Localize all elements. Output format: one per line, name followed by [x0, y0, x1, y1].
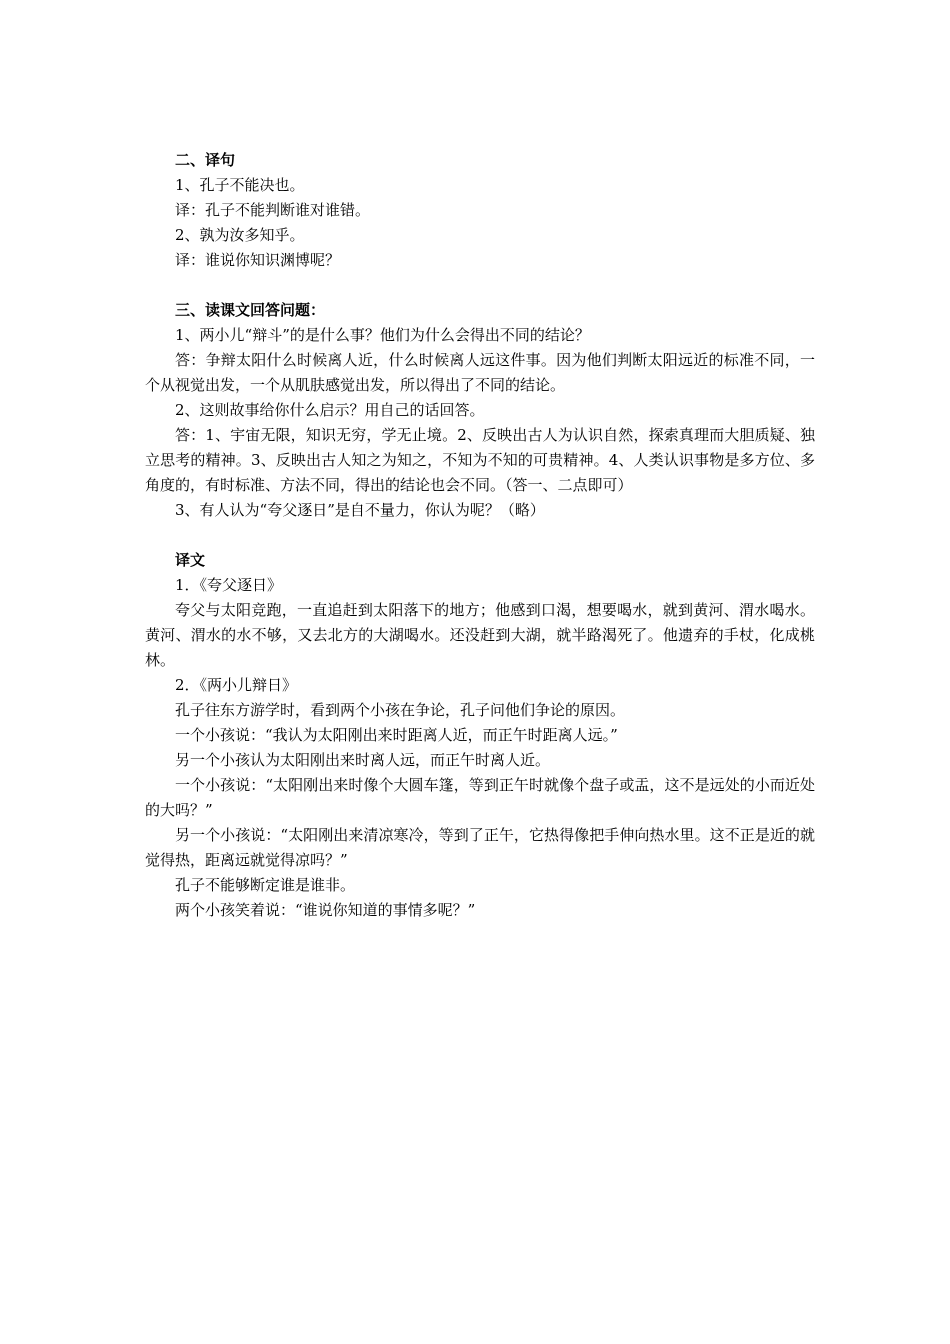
story-1-text: 夸父与太阳竞跑，一直追赶到太阳落下的地方；他感到口渴，想要喝水，就到黄河、渭水喝水。黄河、渭水的水不够，又去北方的大湖喝水。还没赶到大湖，就半路渴死了。他遗弃的手杖，化成桃林。: [145, 601, 815, 669]
spacer: [145, 273, 815, 298]
story-2-paragraph: 另一个小孩说：“太阳刚出来清凉寒冷，等到了正午，它热得像把手伸向热水里。这不正是近的就觉得热，距离远就觉得凉吗？”: [145, 826, 815, 869]
sentence-1-translation: 译：孔子不能判断谁对谁错。: [175, 201, 371, 219]
spacer: [145, 523, 815, 548]
story-1-title: 1．《夸父逐日》: [175, 576, 283, 594]
question-3: 3、有人认为“夸父逐日”是自不量力，你认为呢？（略）: [175, 501, 545, 519]
story-2-title: 2．《两小儿辩日》: [175, 676, 298, 694]
story-2-paragraph: 两个小孩笑着说：“谁说你知道的事情多呢？”: [175, 901, 476, 919]
sentence-1: 1、孔子不能决也。: [175, 176, 305, 194]
document-page: [145, 148, 815, 923]
answer-2: 答：1、宇宙无限，知识无穷，学无止境。2、反映出古人为认识自然，探索真理而大胆质疑、独立思考的精神。3、反映出古人知之为知之，不知为不知的可贵精神。4、人类认识事物是多方位、多角度的，有时标准、方法不同，得出的结论也会不同。（答一、二点即可）: [145, 426, 815, 494]
story-2-paragraph: 一个小孩说：“我认为太阳刚出来时距离人近，而正午时距离人远。”: [175, 726, 618, 744]
story-2-paragraph: 另一个小孩认为太阳刚出来时离人远，而正午时离人近。: [175, 751, 551, 769]
story-2-paragraph: 孔子不能够断定谁是谁非。: [175, 876, 356, 894]
question-1: 1、两小儿“辩斗”的是什么事？他们为什么会得出不同的结论？: [175, 326, 590, 344]
question-2: 2、这则故事给你什么启示？用自己的话回答。: [175, 401, 485, 419]
sentence-2: 2、孰为汝多知乎。: [175, 226, 305, 244]
story-2-paragraph: 孔子往东方游学时，看到两个小孩在争论，孔子问他们争论的原因。: [175, 701, 626, 719]
section-heading-translation: 译文: [175, 551, 206, 569]
answer-1: 答：争辩太阳什么时候离人近，什么时候离人远这件事。因为他们判断太阳远近的标准不同，一个从视觉出发，一个从肌肤感觉出发，所以得出了不同的结论。: [145, 351, 815, 394]
sentence-2-translation: 译：谁说你知识渊博呢？: [175, 251, 341, 269]
section-heading-translate-sentences: 二、译句: [175, 151, 236, 169]
section-heading-questions: 三、读课文回答问题：: [175, 301, 326, 319]
story-2-paragraph: 一个小孩说：“太阳刚出来时像个大圆车篷，等到正午时就像个盘子或盂，这不是远处的小而近处的大吗？”: [145, 776, 815, 819]
